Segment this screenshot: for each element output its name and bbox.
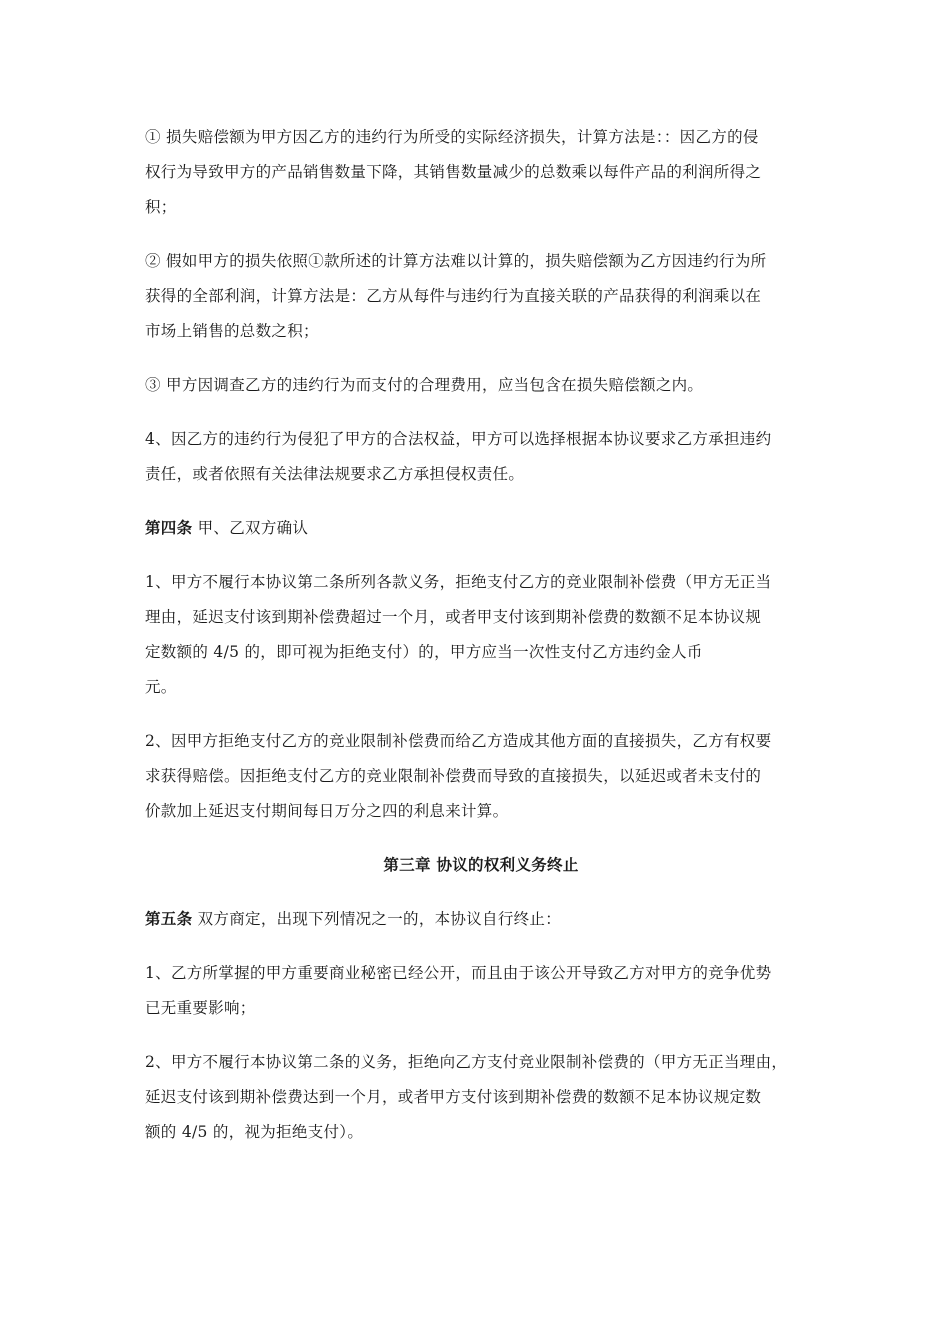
text-line: 2、因甲方拒绝支付乙方的竞业限制补偿费而给乙方造成其他方面的直接损失，乙方有权要 bbox=[145, 732, 772, 750]
text-line: ③ 甲方因调查乙方的违约行为而支付的合理费用，应当包含在损失赔偿额之内。 bbox=[145, 376, 704, 394]
clause-3-item-2 bbox=[145, 244, 817, 349]
text-line: 已无重要影响； bbox=[145, 999, 256, 1017]
text-line: ① 损失赔偿额为甲方因乙方的违约行为所受的实际经济损失，计算方法是：：因乙方的侵 bbox=[145, 128, 759, 146]
text-line: 1、甲方不履行本协议第二条所列各款义务，拒绝支付乙方的竞业限制补偿费（甲方无正当 bbox=[145, 573, 772, 591]
text-line: 定数额的 4/5 的，即可视为拒绝支付）的，甲方应当一次性支付乙方违约金人币 bbox=[145, 643, 703, 661]
text-line: 额的 4/5 的，视为拒绝支付）。 bbox=[145, 1123, 364, 1141]
text-line: ② 假如甲方的损失依照①款所述的计算方法难以计算的，损失赔偿额为乙方因违约行为所 bbox=[145, 252, 767, 270]
article-title: 甲、乙双方确认 bbox=[192, 519, 309, 537]
text-line: 2、甲方不履行本协议第二条的义务，拒绝向乙方支付竞业限制补偿费的（甲方无正当理由， bbox=[145, 1053, 788, 1071]
clause-3-item-1 bbox=[145, 120, 817, 225]
text-line: 延迟支付该到期补偿费达到一个月，或者甲方支付该到期补偿费的数额不足本协议规定数 bbox=[145, 1088, 762, 1106]
text-line: 积； bbox=[145, 198, 177, 216]
article-4-point-1 bbox=[145, 565, 817, 705]
text-line: 市场上销售的总数之积； bbox=[145, 322, 319, 340]
article-4-point-2 bbox=[145, 724, 817, 829]
article-5-point-2 bbox=[145, 1045, 817, 1150]
text-line: 理由，延迟支付该到期补偿费超过一个月，或者甲支付该到期补偿费的数额不足本协议规 bbox=[145, 608, 762, 626]
article-title: 双方商定，出现下列情况之一的，本协议自行终止： bbox=[192, 910, 562, 928]
text-line: 权行为导致甲方的产品销售数量下降，其销售数量减少的总数乘以每件产品的利润所得之 bbox=[145, 163, 762, 181]
clause-3-point-4 bbox=[145, 422, 817, 492]
article-label: 第四条 bbox=[145, 519, 193, 537]
text-line: 价款加上延迟支付期间每日万分之四的利息来计算。 bbox=[145, 802, 509, 820]
text-line: 4、因乙方的违约行为侵犯了甲方的合法权益，甲方可以选择根据本协议要求乙方承担违约 bbox=[145, 430, 772, 448]
article-5-heading bbox=[145, 902, 817, 937]
text-line: 元。 bbox=[145, 678, 177, 696]
text-line: 获得的全部利润，计算方法是：乙方从每件与违约行为直接关联的产品获得的利润乘以在 bbox=[145, 287, 762, 305]
text-line: 1、乙方所掌握的甲方重要商业秘密已经公开，而且由于该公开导致乙方对甲方的竞争优势 bbox=[145, 964, 772, 982]
article-label: 第五条 bbox=[145, 910, 193, 928]
article-4-heading bbox=[145, 511, 817, 546]
document-page bbox=[145, 120, 817, 1169]
text-line: 求获得赔偿。因拒绝支付乙方的竞业限制补偿费而导致的直接损失，以延迟或者未支付的 bbox=[145, 767, 762, 785]
text-line: 责任，或者依照有关法律法规要求乙方承担侵权责任。 bbox=[145, 465, 525, 483]
clause-3-item-3 bbox=[145, 368, 817, 403]
chapter-3-heading: 第三章 协议的权利义务终止 bbox=[383, 856, 579, 874]
article-5-point-1 bbox=[145, 956, 817, 1026]
